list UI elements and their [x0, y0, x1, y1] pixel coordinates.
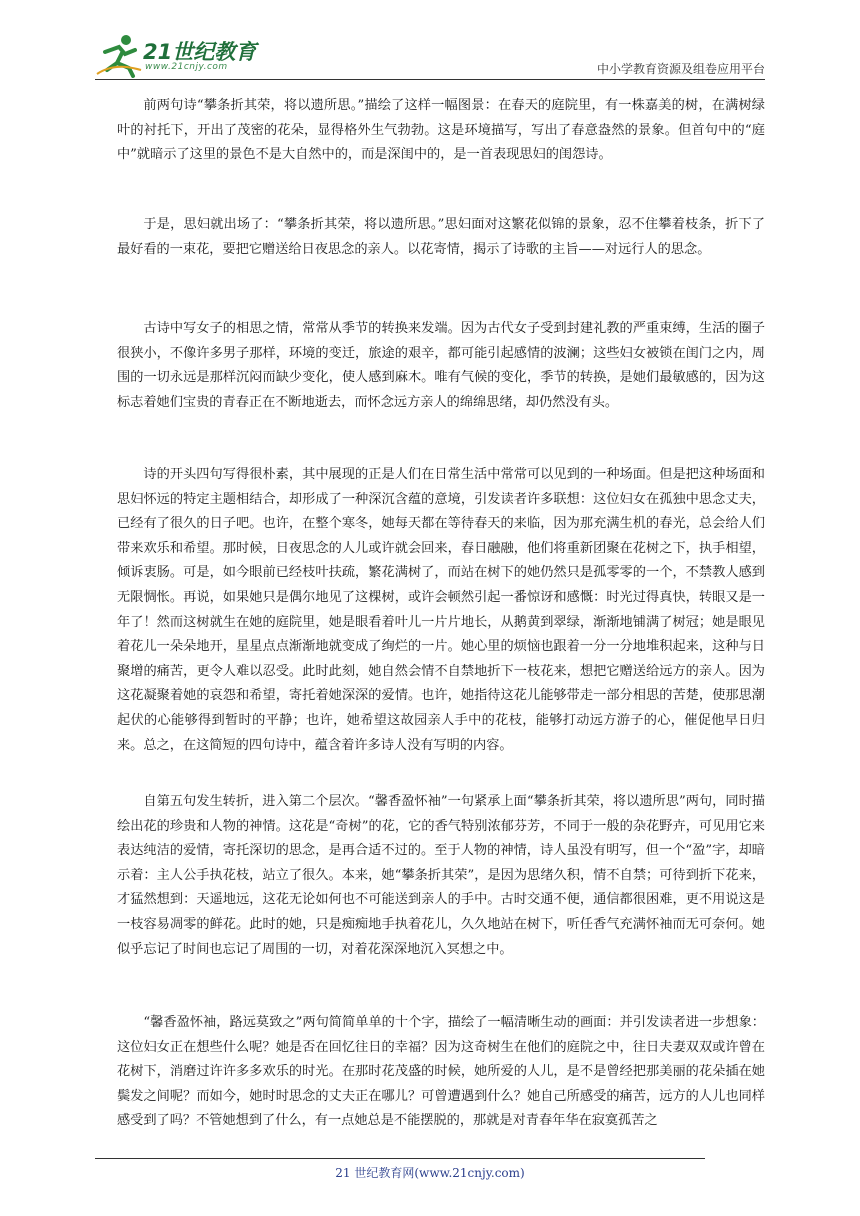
paragraph-3: 古诗中写女子的相思之情，常常从季节的转换来发端。因为古代女子受到封建礼教的严重束缚，生活的圈子很狭小，不像许多男子那样，环境的变迁，旅途的艰辛，都可能引起感情的波澜；这些妇女被锁在闺门之内，周围的一切永远是那样沉闷而缺少变化，使人感到麻木。唯有气候的变化，季节的转换，是她们最敏感的，因为这标志着她们宝贵的青春正在不断地逝去，而怀念远方亲人的绵绵思绪，却仍然没有头。 [117, 321, 765, 410]
footer-divider [95, 1158, 705, 1159]
platform-name: 中小学教育资源及组卷应用平台 [596, 62, 765, 76]
header-divider [95, 79, 765, 80]
paragraph-4: 诗的开头四句写得很朴素，其中展现的正是人们在日常生活中常常可以见到的一种场面。但是把这种场面和思妇怀远的特定主题相结合，却形成了一种深沉含蕴的意境，引发读者许多联想：这位妇女在孤独中思念丈夫，已经有了很久的日子吧。也许，在整个寒冬，她每天都在等待春天的来临，因为那充满生机的春光，总会给人们带来欢乐和希望。那时候，日夜思念的人儿或许就会回来，春日融融，他们将重新团聚在花树之下，执手相望，倾诉衷肠。可是，如今眼前已经枝叶扶疏，繁花满树了，而站在树下的她仍然只是孤零零的一个，不禁教人感到无限惆怅。再说，如果她只是偶尔地见了这棵树，或许会顿然引起一番惊讶和感慨：时光过得真快，转眼又是一年了！然而这树就生在她的庭院里，她是眼看着叶儿一片片地长，从鹅黄到翠绿，渐渐地铺满了树冠；她是眼见着花儿一朵朵地开，星星点点渐渐地就变成了绚烂的一片。她心里的烦恼也跟着一分一分地堆积起来，这种与日聚增的痛苦，更令人难以忍受。此时此刻，她自然会情不自禁地折下一枝花来，想把它赠送给远方的亲人。因为这花凝聚着她的哀怨和希望，寄托着她深深的爱情。也许，她指待这花儿能够带走一部分相思的苦楚，使那思潮起伏的心能够得到暂时的平静；也许，她希望这故园亲人手中的花枝，能够打动远方游子的心，催促他早日归来。总之，在这简短的四句诗中，蕴含着许多诗人没有写明的内容。 [117, 467, 765, 753]
page-header [95, 32, 765, 80]
site-logo[interactable] [95, 32, 265, 78]
paragraph-5: 自第五句发生转折，进入第二个层次。“馨香盈怀袖”一句紧承上面“攀条折其荣，将以遗所思”两句，同时描绘出花的珍贵和人物的神情。这花是“奇树”的花，它的香气特别浓郁芬芳，不同于一般的杂花野卉，可见用它来表达纯洁的爱情，寄托深切的思念，是再合适不过的。至于人物的神情，诗人虽没有明写，但一个“盈”字，却暗示着：主人公手执花枝，站立了很久。本来，她“攀条折其荣”，是因为思绪久积，情不自禁；可待到折下花来，才猛然想到：天遥地远，这花无论如何也不可能送到亲人的手中。古时交通不便，通信都很困难，更不用说这是一枝容易凋零的鲜花。此时的她，只是痴痴地手执着花儿，久久地站在树下，听任香气充满怀袖而无可奈何。她似乎忘记了时间也忘记了周围的一切，对着花深深地沉入冥想之中。 [117, 794, 765, 957]
paragraph-1: 前两句诗“攀条折其荣，将以遗所思。”描绘了这样一幅图景：在春天的庭院里，有一株嘉美的树，在满树绿叶的衬托下，开出了茂密的花朵，显得格外生气勃勃。这是环境描写，写出了春意盎然的景象。但首句中的“庭中”就暗示了这里的景色不是大自然中的，而是深闺中的，是一首表现思妇的闺怨诗。 [117, 98, 765, 163]
page-footer[interactable]: 21 世纪教育网(www.21cnjy.com) [335, 1166, 525, 1180]
logo-text: 21世纪教育 [143, 40, 257, 64]
paragraph-2: 于是，思妇就出场了：“攀条折其荣，将以遗所思。”思妇面对这繁花似锦的景象，忍不住攀着枝条，折下了最好看的一束花，要把它赠送给日夜思念的亲人。以花寄情，揭示了诗歌的主旨——对远行人的思念。 [117, 217, 765, 257]
logo-url: www.21cnjy.com [145, 62, 228, 72]
paragraph-6: “馨香盈怀袖，路远莫致之”两句简简单单的十个字，描绘了一幅清晰生动的画面：并引发读者进一步想象：这位妇女正在想些什么呢？她是否在回忆往日的幸福？因为这奇树生在他们的庭院之中，往日夫妻双双或许曾在花树下，消磨过许许多多欢乐的时光。在那时花茂盛的时候，她所爱的人儿，是不是曾经把那美丽的花朵插在她鬓发之间呢？而如今，她时时思念的丈夫正在哪儿？可曾遭遇到什么？她自己所感受的痛苦，远方的人儿也同样感受到了吗？不管她想到了什么，有一点她总是不能摆脱的，那就是对青春年华在寂寞孤苦之 [117, 1015, 765, 1129]
runner-logo-icon [95, 32, 143, 78]
